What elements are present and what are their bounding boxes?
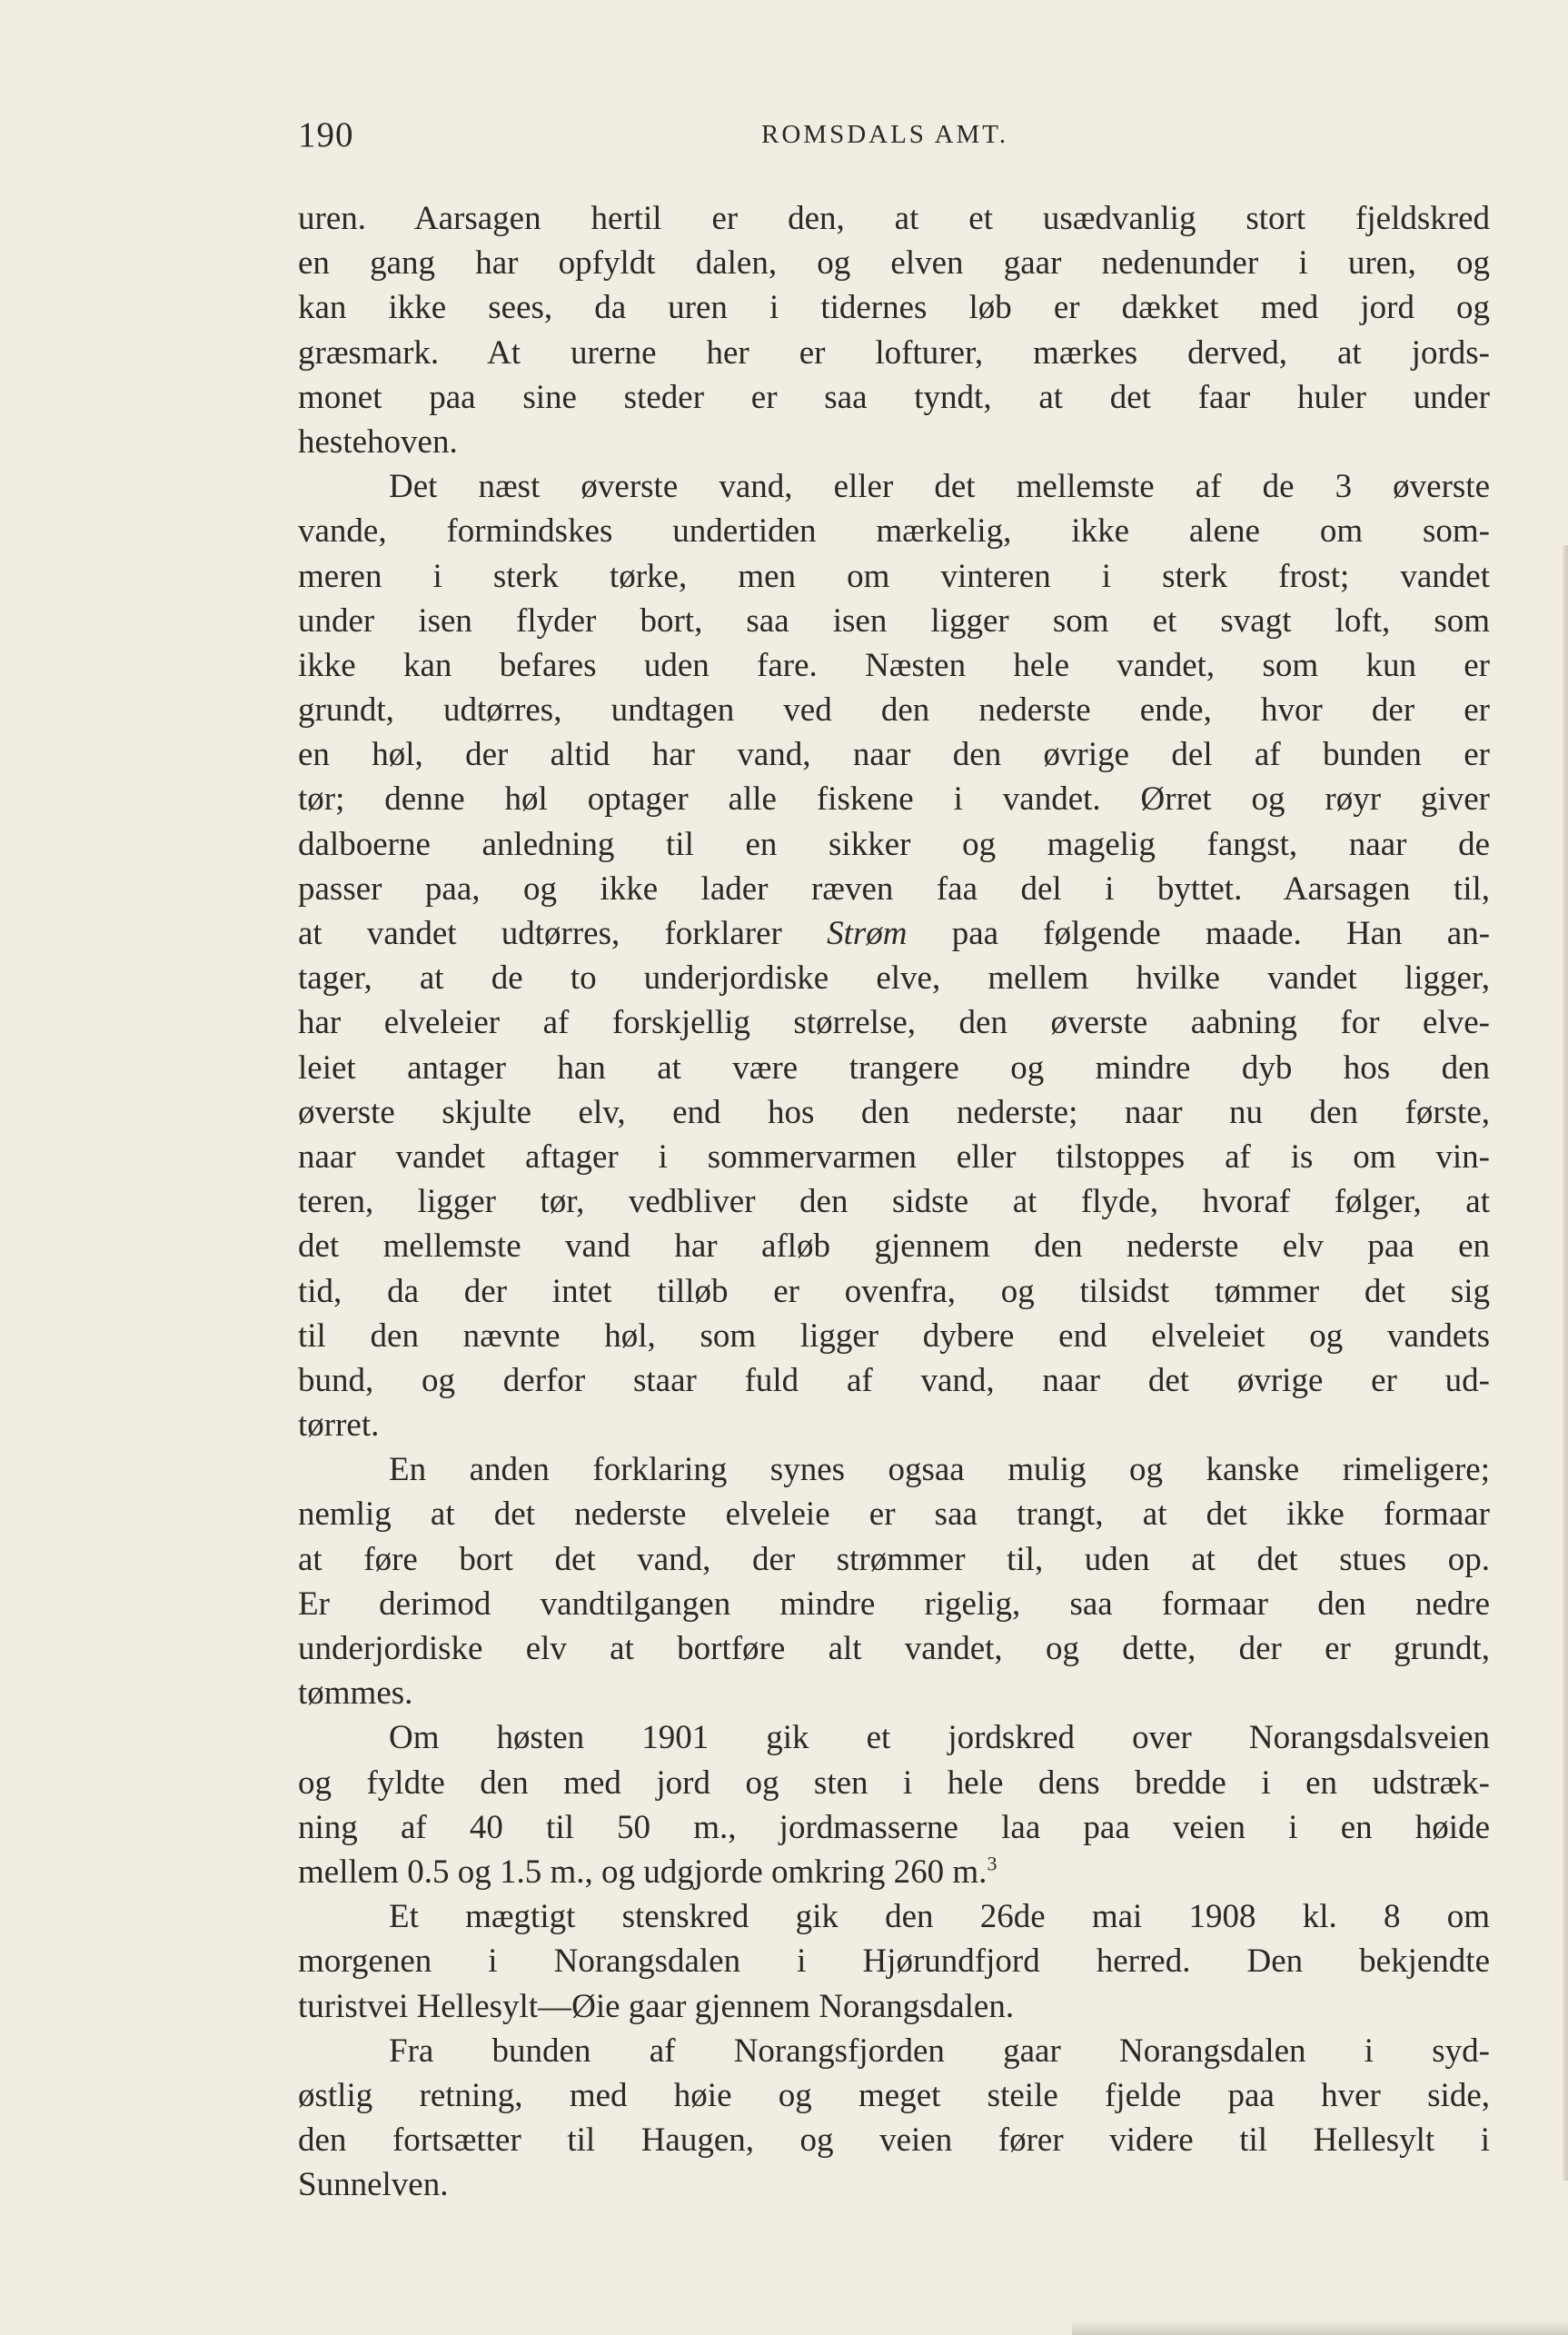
text-line: en høl, der altid har vand, naar den øvrige del af bunden er: [298, 736, 1490, 774]
author-name: Strøm: [827, 915, 908, 952]
text-line: østlig retning, med høie og meget steile fjelde paa hver side,: [298, 2076, 1490, 2114]
page-header: [298, 114, 1506, 160]
text-line: nemlig at det nederste elveleie er saa trangt, at det ikke formaar: [298, 1495, 1490, 1534]
text-line: at føre bort det vand, der strømmer til, uden at det stues op.: [298, 1540, 1490, 1578]
body-text: [298, 196, 1490, 2207]
text-line: tør; denne høl optager alle fiskene i vandet. Ørret og røyr giver: [298, 780, 1490, 819]
text-line: Om høsten 1901 gik et jordskred over Norangsdalsveien: [389, 1719, 1490, 1757]
text-line: og fyldte den med jord og sten i hele dens bredde i en udstræk-: [298, 1764, 1490, 1802]
text-line: turistvei Hellesylt—Øie gaar gjennem Norangsdalen.: [298, 1987, 1015, 2025]
text-line: tid, da der intet tilløb er ovenfra, og tilsidst tømmer det sig: [298, 1272, 1490, 1310]
text-line: leiet antager han at være trangere og mindre dyb hos den: [298, 1048, 1490, 1087]
text-fragment: at vandet udtørres, forklarer: [298, 915, 782, 952]
text-line: passer paa, og ikke lader ræven faa del i byttet. Aarsagen til,: [298, 869, 1490, 908]
text-line-with-footnote: [298, 1850, 1490, 1894]
footnote-mark: 3: [987, 1852, 997, 1875]
text-line: Er derimod vandtilgangen mindre rigelig, saa formaar den nedre: [298, 1585, 1490, 1623]
text-line: grundt, udtørres, undtagen ved den nederste ende, hvor der er: [298, 691, 1490, 730]
text-line: til den nævnte høl, som ligger dybere end elveleiet og vandets: [298, 1317, 1490, 1355]
text-line: morgenen i Norangsdalen i Hjørundfjord herred. Den bekjendte: [298, 1943, 1490, 1981]
text-line: Fra bunden af Norangsfjorden gaar Norangsdalen i syd-: [389, 2032, 1490, 2070]
text-line: Sunnelven.: [298, 2166, 449, 2204]
text-line: vande, formindskes undertiden mærkelig, ikke alene om som-: [298, 512, 1490, 551]
text-line: Det næst øverste vand, eller det mellemste af de 3 øverste: [389, 468, 1490, 506]
text-line: har elveleier af forskjellig størrelse, den øverste aabning for elve-: [298, 1004, 1490, 1042]
text-line: underjordiske elv at bortføre alt vandet, og dette, der er grundt,: [298, 1630, 1490, 1667]
text-line: det mellemste vand har afløb gjennem den nederste elv paa en: [298, 1227, 1490, 1266]
running-head: ROMSDALS AMT.: [761, 120, 1009, 149]
text-line: kan ikke sees, da uren i tidernes løb er dækket med jord og: [298, 289, 1490, 327]
text-line: under isen flyder bort, saa isen ligger som et svagt loft, som: [298, 601, 1490, 640]
text-line: tørret.: [298, 1406, 380, 1445]
text-line: monet paa sine steder er saa tyndt, at det faar huler under: [298, 378, 1490, 416]
text-line: hestehoven.: [298, 422, 458, 461]
text-line: teren, ligger tør, vedbliver den sidste at flyde, hvoraf følger, at: [298, 1183, 1490, 1221]
text-line: meren i sterk tørke, men om vinteren i sterk frost; vandet: [298, 557, 1490, 595]
text-line: uren. Aarsagen hertil er den, at et usædvanlig stort fjeldskred: [298, 200, 1490, 237]
text-line-with-author: [298, 911, 1490, 956]
text-fragment: mellem 0.5 og 1.5 m., og udgjorde omkring 260 m.: [298, 1853, 987, 1891]
text-line: bund, og derfor staar fuld af vand, naar det øvrige er ud-: [298, 1361, 1490, 1399]
text-line: en gang har opfyldt dalen, og elven gaar nedenunder i uren, og: [298, 244, 1490, 283]
text-line: tager, at de to underjordiske elve, mellem hvilke vandet ligger,: [298, 959, 1490, 998]
text-line: ning af 40 til 50 m., jordmasserne laa paa veien i en høide: [298, 1808, 1490, 1846]
text-fragment: paa følgende maade. Han an-: [951, 915, 1491, 952]
page-bottom-smudge: [1072, 2319, 1568, 2335]
text-line: En anden forklaring synes ogsaa mulig og kanske rimeligere;: [389, 1451, 1490, 1489]
text-line: naar vandet aftager i sommervarmen eller tilstoppes af is om vin-: [298, 1138, 1490, 1176]
text-line: græsmark. At urerne her er lofturer, mærkes derved, at jords-: [298, 333, 1490, 372]
page-edge-shadow: [1563, 545, 1568, 2181]
text-line: ikke kan befares uden fare. Næsten hele vandet, som kun er: [298, 646, 1490, 684]
text-line: dalboerne anledning til en sikker og magelig fangst, naar de: [298, 825, 1490, 863]
page-number: 190: [298, 115, 354, 154]
text-line: tømmes.: [298, 1674, 413, 1713]
text-line: Et mægtigt stenskred gik den 26de mai 1908 kl. 8 om: [389, 1898, 1490, 1936]
text-line: øverste skjulte elv, end hos den nederste; naar nu den første,: [298, 1093, 1490, 1131]
text-line: den fortsætter til Haugen, og veien fører videre til Hellesylt i: [298, 2121, 1490, 2160]
